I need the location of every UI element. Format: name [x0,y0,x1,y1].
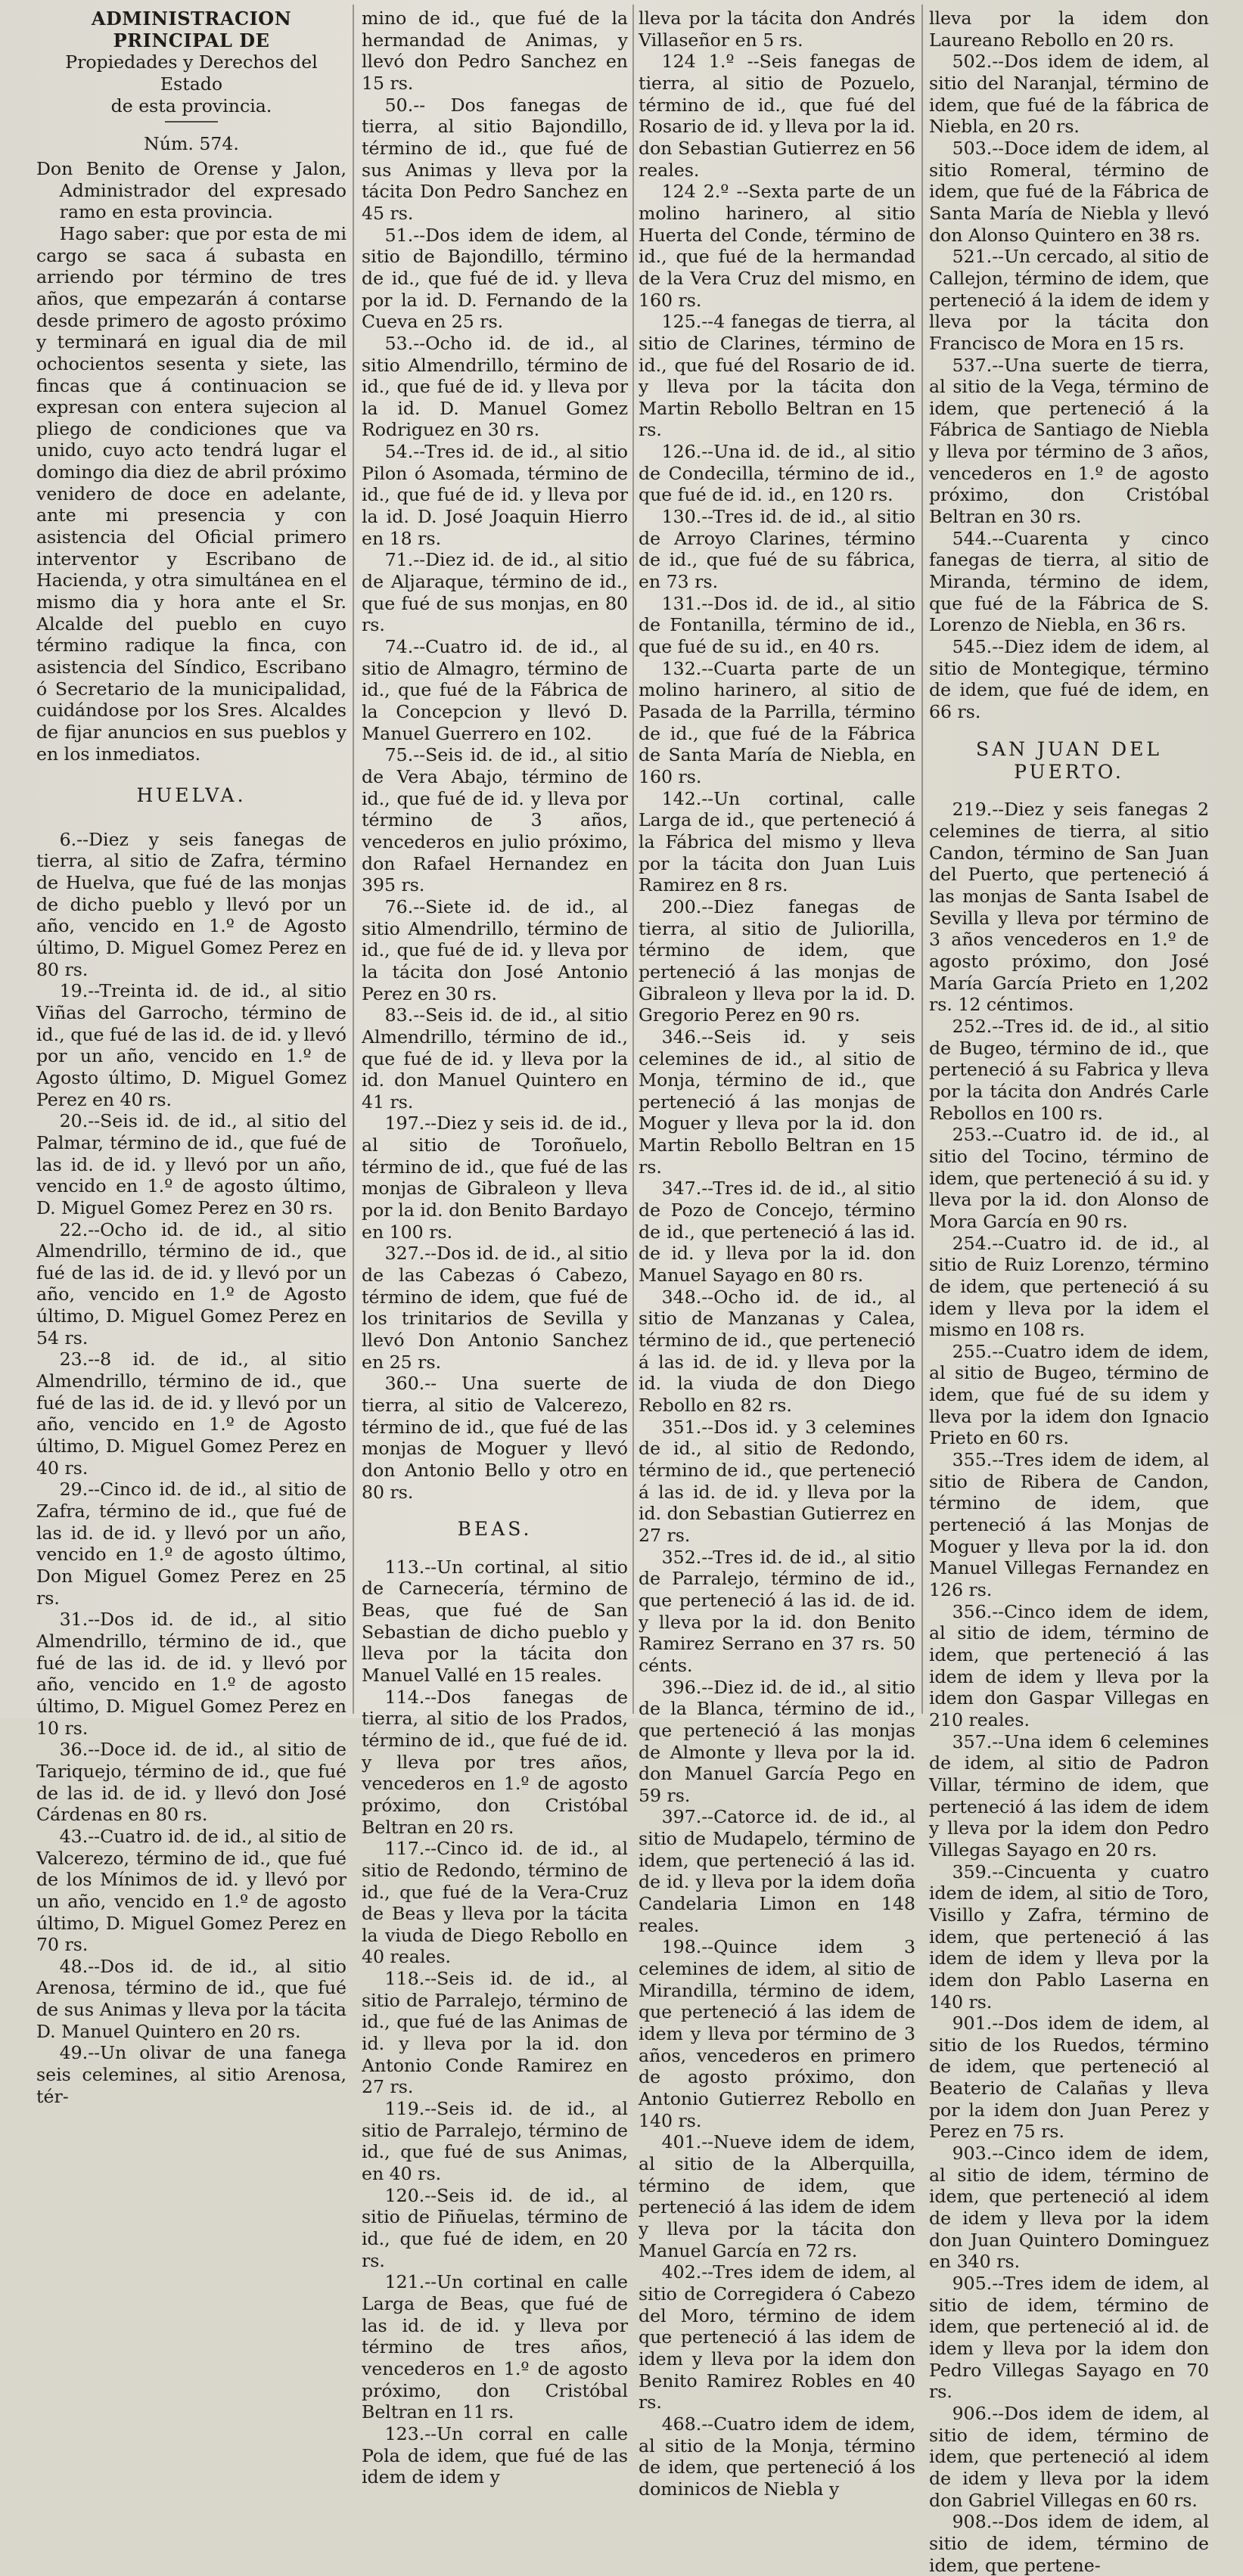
property-entry: 903.--Cinco idem de idem, al sitio de idem, término de idem, que perteneció al idem de idem y lleva por la idem don Juan Quintero Dominguez en 340 rs. [929,2143,1209,2273]
property-entry: 537.--Una suerte de tierra, al sitio de la Vega, término de idem, que perteneció á la Fábrica de Santiago de Niebla y lleva por término de 3 años, vencederos en 1.º de agosto próximo, don Cristóbal Beltran en 30 rs. [929,354,1209,528]
entry-list [639,8,915,2500]
header-title: ADMINISTRACION PRINCIPAL DE [91,8,292,52]
column-rule [632,5,634,1714]
property-entry: 502.--Dos idem de idem, al sitio del Naranjal, término de idem, que fué de la fábrica de Niebla, en 20 rs. [929,51,1209,138]
column-2 [362,8,628,2488]
property-entry: 347.--Tres id. de id., al sitio de Pozo de Concejo, término de id., que perteneció á las id. de id. y lleva por la id. don Manuel Sayago en 80 rs. [639,1178,915,1286]
entry-list [36,829,346,2108]
column-rule [921,5,923,1714]
property-entry: 402.--Tres idem de idem, al sitio de Corregidera ó Cabezo del Moro, término de idem que perteneció á las idem de idem y lleva por la idem don Benito Ramirez Robles en 40 rs. [639,2261,915,2413]
property-entry: 124 1.º --Seis fanegas de tierra, al sitio de Pozuelo, término de id., que fué del Rosario de id. y lleva por la id. don Sebastian Gutierrez en 56 reales. [639,51,915,181]
property-entry: 53.--Ocho id. de id., al sitio Almendrillo, término de id., que fué de id. y lleva por la id. D. Manuel Gomez Rodriguez en 30 rs. [362,332,628,441]
property-entry: 120.--Seis id. de id., al sitio de Piñuelas, término de id., que fué de idem, en 20 rs. [362,2184,628,2271]
property-entry: 117.--Cinco id. de id., al sitio de Redondo, término de id., que fué de la Vera-Cruz de Beas y lleva por la tácita la viuda de Diego Rebollo en 40 reales. [362,1838,628,1968]
property-entry: 397.--Catorce id. de id., al sitio de Mudapelo, término de idem, que perteneció á las id. de id. y lleva por la idem doña Candelaria Limon en 148 reales. [639,1806,915,1936]
property-entry: 51.--Dos idem de idem, al sitio de Bajondillo, término de id., que fué de id. y lleva por la id. D. Fernando de la Cueva en 25 rs. [362,224,628,333]
section-title-san-juan: SAN JUAN DEL PUERTO. [975,737,1163,784]
property-entry: 355.--Tres idem de idem, al sitio de Ribera de Candon, término de idem, que perteneció á las Monjas de Moguer y lleva por la id. don Manuel Villegas Fernandez en 126 rs. [929,1449,1209,1601]
entry-list [929,8,1209,723]
property-entry: 901.--Dos idem de idem, al sitio de los Ruedos, término de idem, que perteneció al Beaterio de Calañas y lleva por la idem don Juan Perez y Perez en 75 rs. [929,2013,1209,2143]
property-entry: 906.--Dos idem de idem, al sitio de idem, término de idem, que perteneció al idem de idem y lleva por la idem don Gabriel Villegas en 60 rs. [929,2402,1209,2511]
property-entry: 254.--Cuatro id. de id., al sitio de Ruiz Lorenzo, término de idem, que perteneció á su idem y lleva por la idem el mismo en 108 rs. [929,1232,1209,1341]
property-entry: 468.--Cuatro idem de idem, al sitio de la Monja, término de idem, que perteneció á los dominicos de Niebla y [639,2413,915,2500]
property-entry: 19.--Treinta id. de id., al sitio Viñas del Garrocho, término de id., que fué de las id. de id. y llevó por un año, vencido en 1.º de Agosto último, D. Miguel Gomez Perez en 40 rs. [36,980,346,1110]
property-entry: 31.--Dos id. de id., al sitio Almendrillo, término de id., que fué de las id. de id. y llevó por año, vencido en 1.º de agosto último, D. Miguel Gomez Perez en 10 rs. [36,1609,346,1739]
property-entry: 20.--Seis id. de id., al sitio del Palmar, término de id., que fué de las id. de id. y llevó por un año, vencido en 1.º de agosto último, D. Miguel Gomez Perez en 30 rs. [36,1110,346,1218]
property-entry: 356.--Cinco idem de idem, al sitio de idem, término de idem, que perteneció á las idem de idem y lleva por la idem don Gaspar Villegas en 210 reales. [929,1600,1209,1730]
divider [165,121,218,123]
property-entry: 197.--Diez y seis id. de id., al sitio de Toroñuelo, término de id., que fué de las monjas de Gibraleon y lleva por la id. don Benito Bardayo en 100 rs. [362,1113,628,1243]
property-entry: 126.--Una id. de id., al sitio de Condecilla, término de id., que fué de id. id., en 120 rs. [639,441,915,506]
property-entry: 125.--4 fanegas de tierra, al sitio de Clarines, término de id., que fué del Rosario de id. y lleva por la tácita don Martin Rebollo Beltran en 15 rs. [639,311,915,441]
property-entry: 253.--Cuatro id. de id., al sitio del Tocino, término de idem, que perteneció á su id. y lleva por la id. don Alonso de Mora García en 90 rs. [929,1124,1209,1232]
property-entry: 124 2.º --Sexta parte de un molino harinero, al sitio Huerta del Conde, término de id., que fué de la hermandad de la Vera Cruz del mismo, en 160 rs. [639,181,915,311]
property-entry: 121.--Un cortinal en calle Larga de Beas, que fué de las id. de id. y lleva por término de tres años, vencederos en 1.º de agosto próximo, don Cristóbal Beltran en 11 rs. [362,2271,628,2423]
property-entry: 132.--Cuarta parte de un molino harinero, al sitio de Pasada de la Parrilla, término de id., que fué de la Fábrica de Santa María de Niebla, en 160 rs. [639,657,915,787]
property-entry: 130.--Tres id. de id., al sitio de Arroyo Clarines, término de id., que fué de su fábrica, en 73 rs. [639,506,915,593]
property-entry: 113.--Un cortinal, al sitio de Carnecería, término de Beas, que fué de San Sebastian de dicho pueblo y lleva por la tácita don Manuel Vallé en 15 reales. [362,1556,628,1686]
property-entry: 327.--Dos id. de id., al sitio de las Cabezas ó Cabezo, término de idem, que fué de los trinitarios de Sevilla y llevó Don Antonio Sanchez en 25 rs. [362,1243,628,1373]
property-entry: 54.--Tres id. de id., al sitio Pilon ó Asomada, término de id., que fué de id. y lleva por la id. D. José Joaquin Hierro en 18 rs. [362,441,628,549]
entry-list [929,799,1209,2576]
property-entry: 29.--Cinco id. de id., al sitio de Zafra, término de id., que fué de las id. de id. y llevó por un año, vencido en 1.º de agosto último, Don Miguel Gomez Perez en 25 rs. [36,1479,346,1609]
property-entry: 359.--Cincuenta y cuatro idem de idem, al sitio de Toro, Visillo y Zafra, término de idem, que perteneció á las idem de idem y lleva por la idem don Pablo Laserna en 140 rs. [929,1861,1209,2013]
property-entry: 198.--Quince idem 3 celemines de idem, al sitio de Mirandilla, término de idem, que perteneció á las idem de idem y lleva por término de 3 años, vencederos en primero de agosto próximo, don Antonio Gutierrez Rebollo en 140 rs. [639,1936,915,2131]
property-entry: 43.--Cuatro id. de id., al sitio de Valcerezo, término de id., que fué de los Mínimos de id. y llevó por un año, vencido en 1.º de agosto último, D. Miguel Gomez Perez en 70 rs. [36,1825,346,1956]
property-entry: 142.--Un cortinal, calle Larga de id., que perteneció á la Fábrica del mismo y lleva por la tácita don Juan Luis Ramirez en 8 rs. [639,787,915,896]
property-entry: 396.--Diez id. de id., al sitio de la Blanca, término de id., que perteneció á las monjas de Almonte y lleva por la id. don Manuel García Pego en 59 rs. [639,1676,915,1806]
property-entry: 49.--Un olivar de una fanega seis celemines, al sitio Arenosa, tér- [36,2042,346,2107]
property-entry: 131.--Dos id. de id., al sitio de Fontanilla, término de id., que fué de su id., en 40 rs. [639,592,915,658]
property-entry: 351.--Dos id. y 3 celemines de id., al sitio de Redondo, término de id., que perteneció á las id. de id. y lleva por la id. don Sebastian Gutierrez en 27 rs. [639,1416,915,1546]
entry-list [362,1556,628,2488]
property-entry: 219.--Diez y seis fanegas 2 celemines de tierra, al sitio Candon, término de San Juan del Puerto, que perteneció á las monjas de Santa Isabel de Sevilla y lleva por término de 3 años vencederos en 1.º de agosto próximo, don José María García Prieto en 1,202 rs. 12 céntimos. [929,799,1209,1016]
notice-intro: Don Benito de Orense y Jalon, Administrador del expresado ramo en esta provincia. [36,157,346,223]
column-4 [929,8,1209,2576]
property-entry: 348.--Ocho id. de id., al sitio de Manzanas y Calea, término de id., que perteneció á las id. de id. y lleva por la id. la viuda de don Diego Rebollo en 82 rs. [639,1286,915,1416]
section-title-beas: BEAS. [457,1518,533,1541]
property-entry: 83.--Seis id. de id., al sitio Almendrillo, término de id., que fué de id. y lleva por la id. don Manuel Quintero en 41 rs. [362,1004,628,1113]
property-entry: 36.--Doce id. de id., al sitio de Tariquejo, término de id., que fué de las id. de id. y llevó don José Cárdenas en 80 rs. [36,1739,346,1826]
property-entry: 255.--Cuatro idem de idem, al sitio de Bugeo, término de idem, que fué de su idem y lleva por la idem don Ignacio Prieto en 60 rs. [929,1340,1209,1449]
property-entry: 118.--Seis id. de id., al sitio de Parralejo, término de id., que fué de las Animas de id. y lleva por la id. don Antonio Conde Ramirez en 27 rs. [362,1968,628,2098]
property-entry: lleva por la tácita don Andrés Villaseñor en 5 rs. [639,8,915,51]
property-entry: 545.--Diez idem de idem, al sitio de Montegique, término de idem, que fué de idem, en 66 rs. [929,636,1209,722]
property-entry: 48.--Dos id. de id., al sitio Arenosa, término de id., que fué de sus Animas y lleva por la tácita D. Manuel Quintero en 20 rs. [36,1955,346,2042]
property-entry: 905.--Tres idem de idem, al sitio de idem, término de idem, que perteneció al id. de idem y lleva por la idem don Pedro Villegas Sayago en 70 rs. [929,2273,1209,2403]
property-entry: 23.--8 id. de id., al sitio Almendrillo, término de id., que fué de las id. de id. y llevó por un año, vencido en 1.º de Agosto último, D. Miguel Gomez Perez en 40 rs. [36,1349,346,1479]
section-title-huelva: HUELVA. [136,784,247,807]
property-entry: mino de id., que fué de la hermandad de Animas, y llevó don Pedro Sanchez en 15 rs. [362,8,628,94]
property-entry: 357.--Una idem 6 celemines de idem, al sitio de Padron Villar, término de idem, que perteneció á las idem de idem y lleva por la idem don Pedro Villegas Sayago en 20 rs. [929,1730,1209,1861]
property-entry: 346.--Seis id. y seis celemines de id., al sitio de Monja, término de id., que perteneció á las monjas de Moguer y lleva por la id. don Martin Rebollo Beltran en 15 rs. [639,1026,915,1178]
property-entry: 6.--Diez y seis fanegas de tierra, al sitio de Zafra, término de Huelva, que fué de las monjas de dicho pueblo y llevó por un año, vencido en 1.º de Agosto último, D. Miguel Gomez Perez en 80 rs. [36,828,346,980]
property-entry: 114.--Dos fanegas de tierra, al sitio de los Prados, término de id., que fué de id. y lleva por tres años, vencederos en 1.º de agosto próximo, don Cristóbal Beltran en 20 rs. [362,1686,628,1838]
notice-header [36,8,346,116]
property-entry: 74.--Cuatro id. de id., al sitio de Almagro, término de id., que fué de la Fábrica de la Concepcion y llevó D. Manuel Guerrero en 102. [362,636,628,744]
property-entry: 401.--Nueve idem de idem, al sitio de la Alberquilla, término de idem, que perteneció á las idem de idem y lleva por la tácita don Manuel García en 72 rs. [639,2131,915,2261]
property-entry: 123.--Un corral en calle Pola de idem, que fué de las idem de idem y [362,2422,628,2488]
property-entry: 50.-- Dos fanegas de tierra, al sitio Bajondillo, término de id., que fué de sus Animas y lleva por la tácita Don Pedro Sanchez en 45 rs. [362,94,628,224]
property-entry: lleva por la idem don Laureano Rebollo en 20 rs. [929,8,1209,51]
column-1 [36,8,346,2107]
property-entry: 352.--Tres id. de id., al sitio de Parralejo, término de id., que perteneció á las id. de id. y lleva por la id. don Benito Ramirez Serrano en 37 rs. 50 cénts. [639,1546,915,1676]
column-3 [639,8,915,2500]
property-entry: 200.--Diez fanegas de tierra, al sitio de Juliorilla, término de idem, que perteneció á las monjas de Gibraleon y lleva por la id. D. Gregorio Perez en 90 rs. [639,895,915,1026]
property-entry: 76.--Siete id. de id., al sitio Almendrillo, término de id., que fué de id. y lleva por la tácita don José Antonio Perez en 30 rs. [362,895,628,1004]
header-subtitle-2: de esta provincia. [110,95,272,116]
notice-number: Núm. 574. [144,133,239,155]
property-entry: 71.--Diez id. de id., al sitio de Aljaraque, término de id., que fué de sus monjas, en 80 rs. [362,549,628,636]
property-entry: 360.-- Una suerte de tierra, al sitio de Valcerezo, término de id., que fué de las monjas de Moguer y llevó don Antonio Bello y otro en 80 rs. [362,1373,628,1503]
property-entry: 119.--Seis id. de id., al sitio de Parralejo, término de id., que fué de sus Animas, en 40 rs. [362,2098,628,2185]
header-subtitle: Propiedades y Derechos del Estado [65,51,318,95]
property-entry: 521.--Un cercado, al sitio de Callejon, término de idem, que perteneció á la idem de idem y lleva por la tácita don Francisco de Mora en 15 rs. [929,246,1209,354]
property-entry: 252.--Tres id. de id., al sitio de Bugeo, término de id., que perteneció á su Fabrica y lleva por la tácita don Andrés Carle Rebollos en 100 rs. [929,1015,1209,1124]
column-rule [353,5,354,1714]
property-entry: 908.--Dos idem de idem, al sitio de idem, término de idem, que pertene- [929,2511,1209,2576]
property-entry: 22.--Ocho id. de id., al sitio Almendrillo, término de id., que fué de las id. de id. y llevó por un año, vencido en 1.º de Agosto último, D. Miguel Gomez Perez en 54 rs. [36,1218,346,1349]
property-entry: 75.--Seis id. de id., al sitio de Vera Abajo, término de id., que fué de id. y lleva por término de 3 años, vencederos en julio próximo, don Rafael Hernandez en 395 rs. [362,744,628,896]
notice-body: Hago saber: que por esta de mi cargo se saca á subasta en arriendo por término de tres años, que empezarán á contarse desde primero de agosto próximo y terminará en igual dia de mil ochocientos sesenta y siete, las fincas que á continuacion se expresan con entera sujecion al pliego de condiciones que va unido, cuyo acto tendrá lugar el domingo dia diez de abril próximo venidero de doce en adelante, ante mi presencia y con asistencia del Oficial primero interventor y Escribano de Hacienda, y otra simultánea en el mismo dia y hora ante el Sr. Alcalde del pueblo en cuyo término radique la finca, con asistencia del Síndico, Escribano ó Secretario de la municipalidad, cuidándose por los Sres. Alcaldes de fijar anuncios en sus pueblos y en los inmediatos. [36,222,346,765]
entry-list [362,8,628,1503]
property-entry: 503.--Doce idem de idem, al sitio Romeral, término de idem, que fué de la Fábrica de Santa María de Niebla y llevó don Alonso Quintero en 38 rs. [929,137,1209,246]
property-entry: 544.--Cuarenta y cinco fanegas de tierra, al sitio de Miranda, término de idem, que fué de la Fábrica de S. Lorenzo de Niebla, en 36 rs. [929,527,1209,636]
